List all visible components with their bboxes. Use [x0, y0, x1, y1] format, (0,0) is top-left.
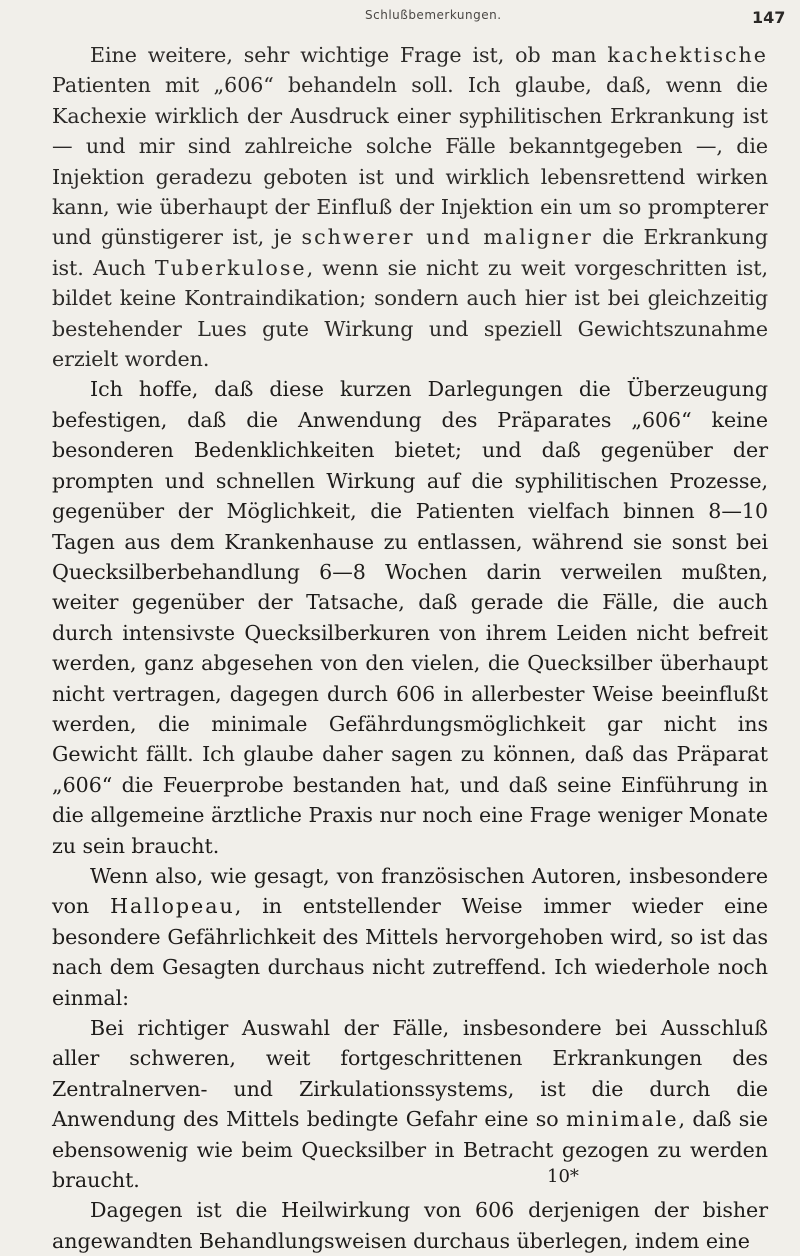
spaced-emphasis: Hallopeau — [110, 894, 235, 919]
running-head — [0, 8, 800, 32]
running-title: Schlußbemerkungen. — [365, 8, 502, 22]
paragraph-conclusion: Ich hoffe, daß diese kurzen Darlegungen die Überzeugung befestigen, daß die Anwendung des Präparates „606“ keine besonderen Bedenklichkeiten bietet; und daß gegenüber der prompten und schnellen Wirkung auf die syphilitischen Prozesse, gegenüber der Möglichkeit, die Patienten vielfach binnen 8—10 Tagen aus dem Krankenhause zu entlassen, während sie sonst bei Quecksilberbehandlung 6—8 Wochen darin verweilen mußten, weiter gegenüber der Tatsache, daß gerade die Fälle, die auch durch intensivste Quecksilberkuren von ihrem Leiden nicht befreit werden, ganz abgesehen von den vielen, die Quecksilber überhaupt nicht vertragen, dagegen durch 606 in allerbester Weise beeinflußt werden, die minimale Gefährdungsmöglichkeit gar nicht ins Gewicht fällt. Ich glaube daher sagen zu können, daß das Präparat „606“ die Feuerprobe bestanden hat, und daß seine Einführung in die allgemeine ärztliche Praxis nur noch eine Frage weniger Monate zu sein braucht. — [52, 377, 768, 858]
paragraph-case-selection — [52, 1013, 768, 1195]
signature-mark: 10* — [547, 1166, 579, 1187]
text-run: Wenn also, wie gesagt, von französischen Autoren, insbesondere von — [52, 863, 768, 919]
paragraph-healing-effect: Dagegen ist die Heilwirkung von 606 derjenigen der bisher angewandten Behandlungsweisen durchaus überlegen, indem eine — [52, 1198, 768, 1253]
body-text — [52, 40, 768, 1256]
text-run: , in entstellender Weise immer wieder eine besondere Gefährlichkeit des Mittels hervorgehoben wird, so ist das nach dem Gesagten durchaus nicht zutreffend. Ich wiederhole noch einmal: — [52, 894, 768, 1010]
text-run: , daß sie ebensowenig wie beim Quecksilber in Betracht gezogen zu werden braucht. — [52, 1107, 768, 1193]
text-run: Patienten mit „606“ behandeln soll. Ich glaube, daß, wenn die Kachexie wirklich der Ausdruck einer syphilitischen Erkrankung ist — und mir sind zahlreiche solche Fälle bekanntgegeben —, die Injektion geradezu geboten ist und wirklich lebensrettend wirken kann, wie überhaupt der Einfluß der Injektion ein um so prompterer und günstigerer ist, je — [52, 73, 768, 250]
page-number: 147 — [752, 8, 786, 27]
text-run: , wenn sie nicht zu weit vorgeschritten ist, bildet keine Kontraindikation; sondern auch hier ist bei gleichzeitig bestehender Lues gute Wirkung und speziell Gewichtszunahme erzielt worden. — [52, 255, 768, 372]
spaced-emphasis: kachektische — [607, 43, 768, 67]
paragraph-cachexia — [52, 40, 768, 374]
text-run: Eine weitere, sehr wichtige Frage ist, ob man — [90, 43, 608, 67]
text-run: Bei richtiger Auswahl der Fälle, insbesondere bei Ausschluß aller schweren, weit fortgeschrittenen Erkrankungen des Zentralnerven- und Zirkulationssystems, ist die durch die Anwendung des Mittels bedingte Gefahr eine so — [52, 1016, 768, 1132]
spaced-emphasis: Tuberkulose — [154, 255, 307, 280]
paragraph-french-authors — [52, 861, 768, 1013]
spaced-emphasis: minimale — [566, 1107, 679, 1132]
text-run: die Erkrankung ist. Auch — [52, 225, 768, 280]
spaced-emphasis: schwerer und maligner — [301, 225, 593, 250]
